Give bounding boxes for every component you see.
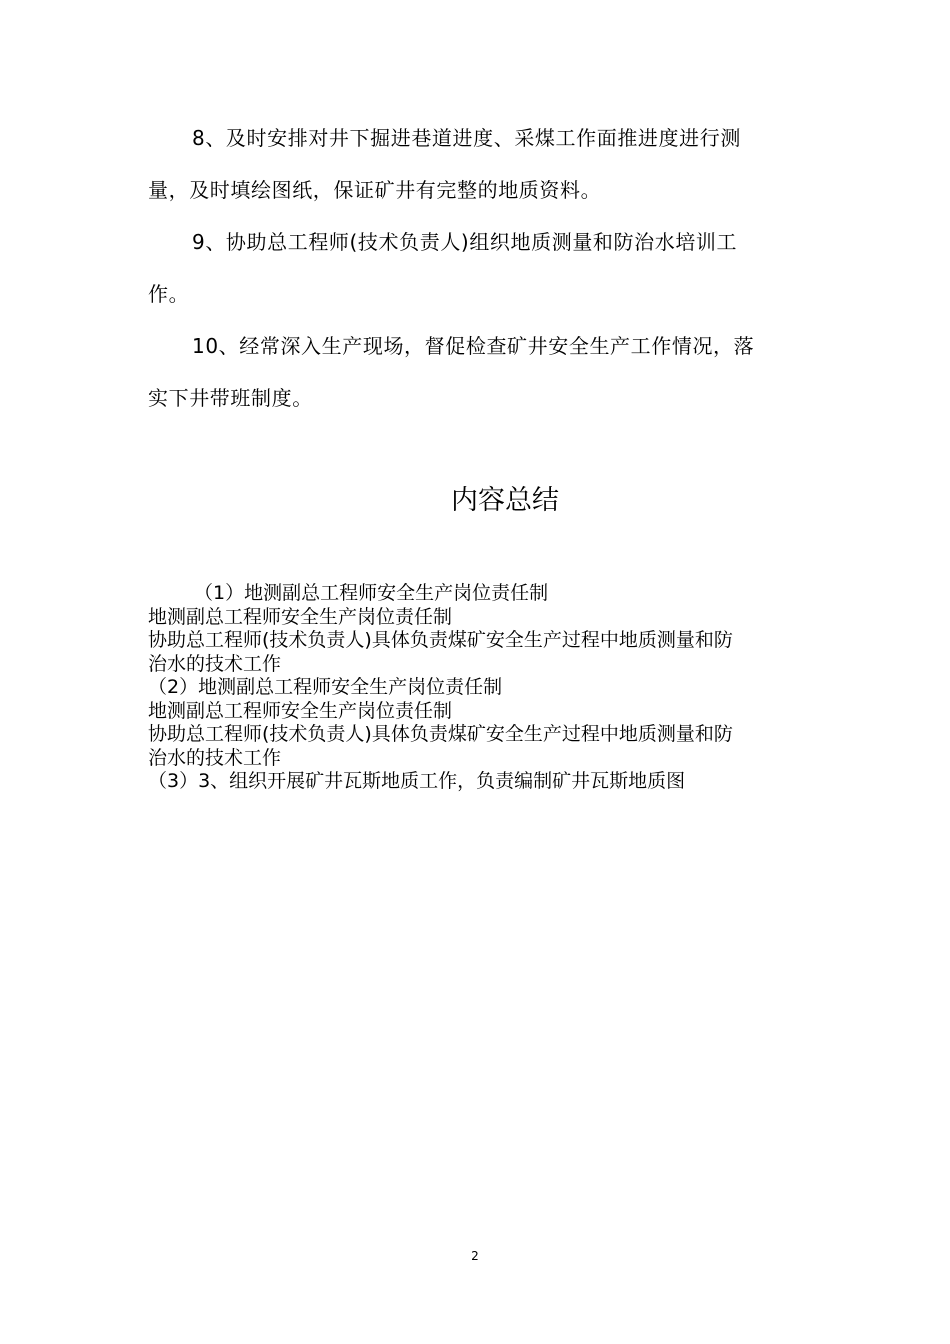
paragraph-line: 8、及时安排对井下掘进巷道进度、采煤工作面推进度进行测 — [192, 126, 741, 150]
paragraph-item-9 — [148, 216, 798, 320]
page-number: 2 — [471, 1249, 479, 1263]
body-text — [148, 112, 798, 424]
summary-line: 协助总工程师(技术负责人)具体负责煤矿安全生产过程中地质测量和防 — [148, 629, 733, 651]
summary-line: （3）3、组织开展矿井瓦斯地质工作，负责编制矿井瓦斯地质图 — [148, 770, 686, 792]
paragraph-item-10 — [148, 320, 798, 424]
summary-line: （1）地测副总工程师安全生产岗位责任制 — [194, 582, 549, 604]
paragraph-line: 10、经常深入生产现场，督促检查矿井安全生产工作情况，落 — [192, 334, 755, 358]
summary-line: 治水的技术工作 — [148, 746, 282, 769]
summary-line: 地测副总工程师安全生产岗位责任制 — [148, 605, 453, 628]
summary-line: 地测副总工程师安全生产岗位责任制 — [148, 699, 453, 722]
paragraph-line: 量，及时填绘图纸，保证矿井有完整的地质资料。 — [148, 178, 602, 202]
paragraph-line: 作。 — [148, 282, 190, 306]
paragraph-line: 9、协助总工程师(技术负责人)组织地质测量和防治水培训工 — [192, 230, 738, 254]
summary-line: （2）地测副总工程师安全生产岗位责任制 — [148, 676, 503, 698]
summary-list — [148, 582, 798, 794]
summary-line: 协助总工程师(技术负责人)具体负责煤矿安全生产过程中地质测量和防 — [148, 723, 733, 745]
paragraph-line: 实下井带班制度。 — [148, 386, 313, 410]
summary-title: 内容总结 — [451, 485, 559, 516]
paragraph-item-8 — [148, 112, 798, 216]
summary-line: 治水的技术工作 — [148, 652, 282, 675]
